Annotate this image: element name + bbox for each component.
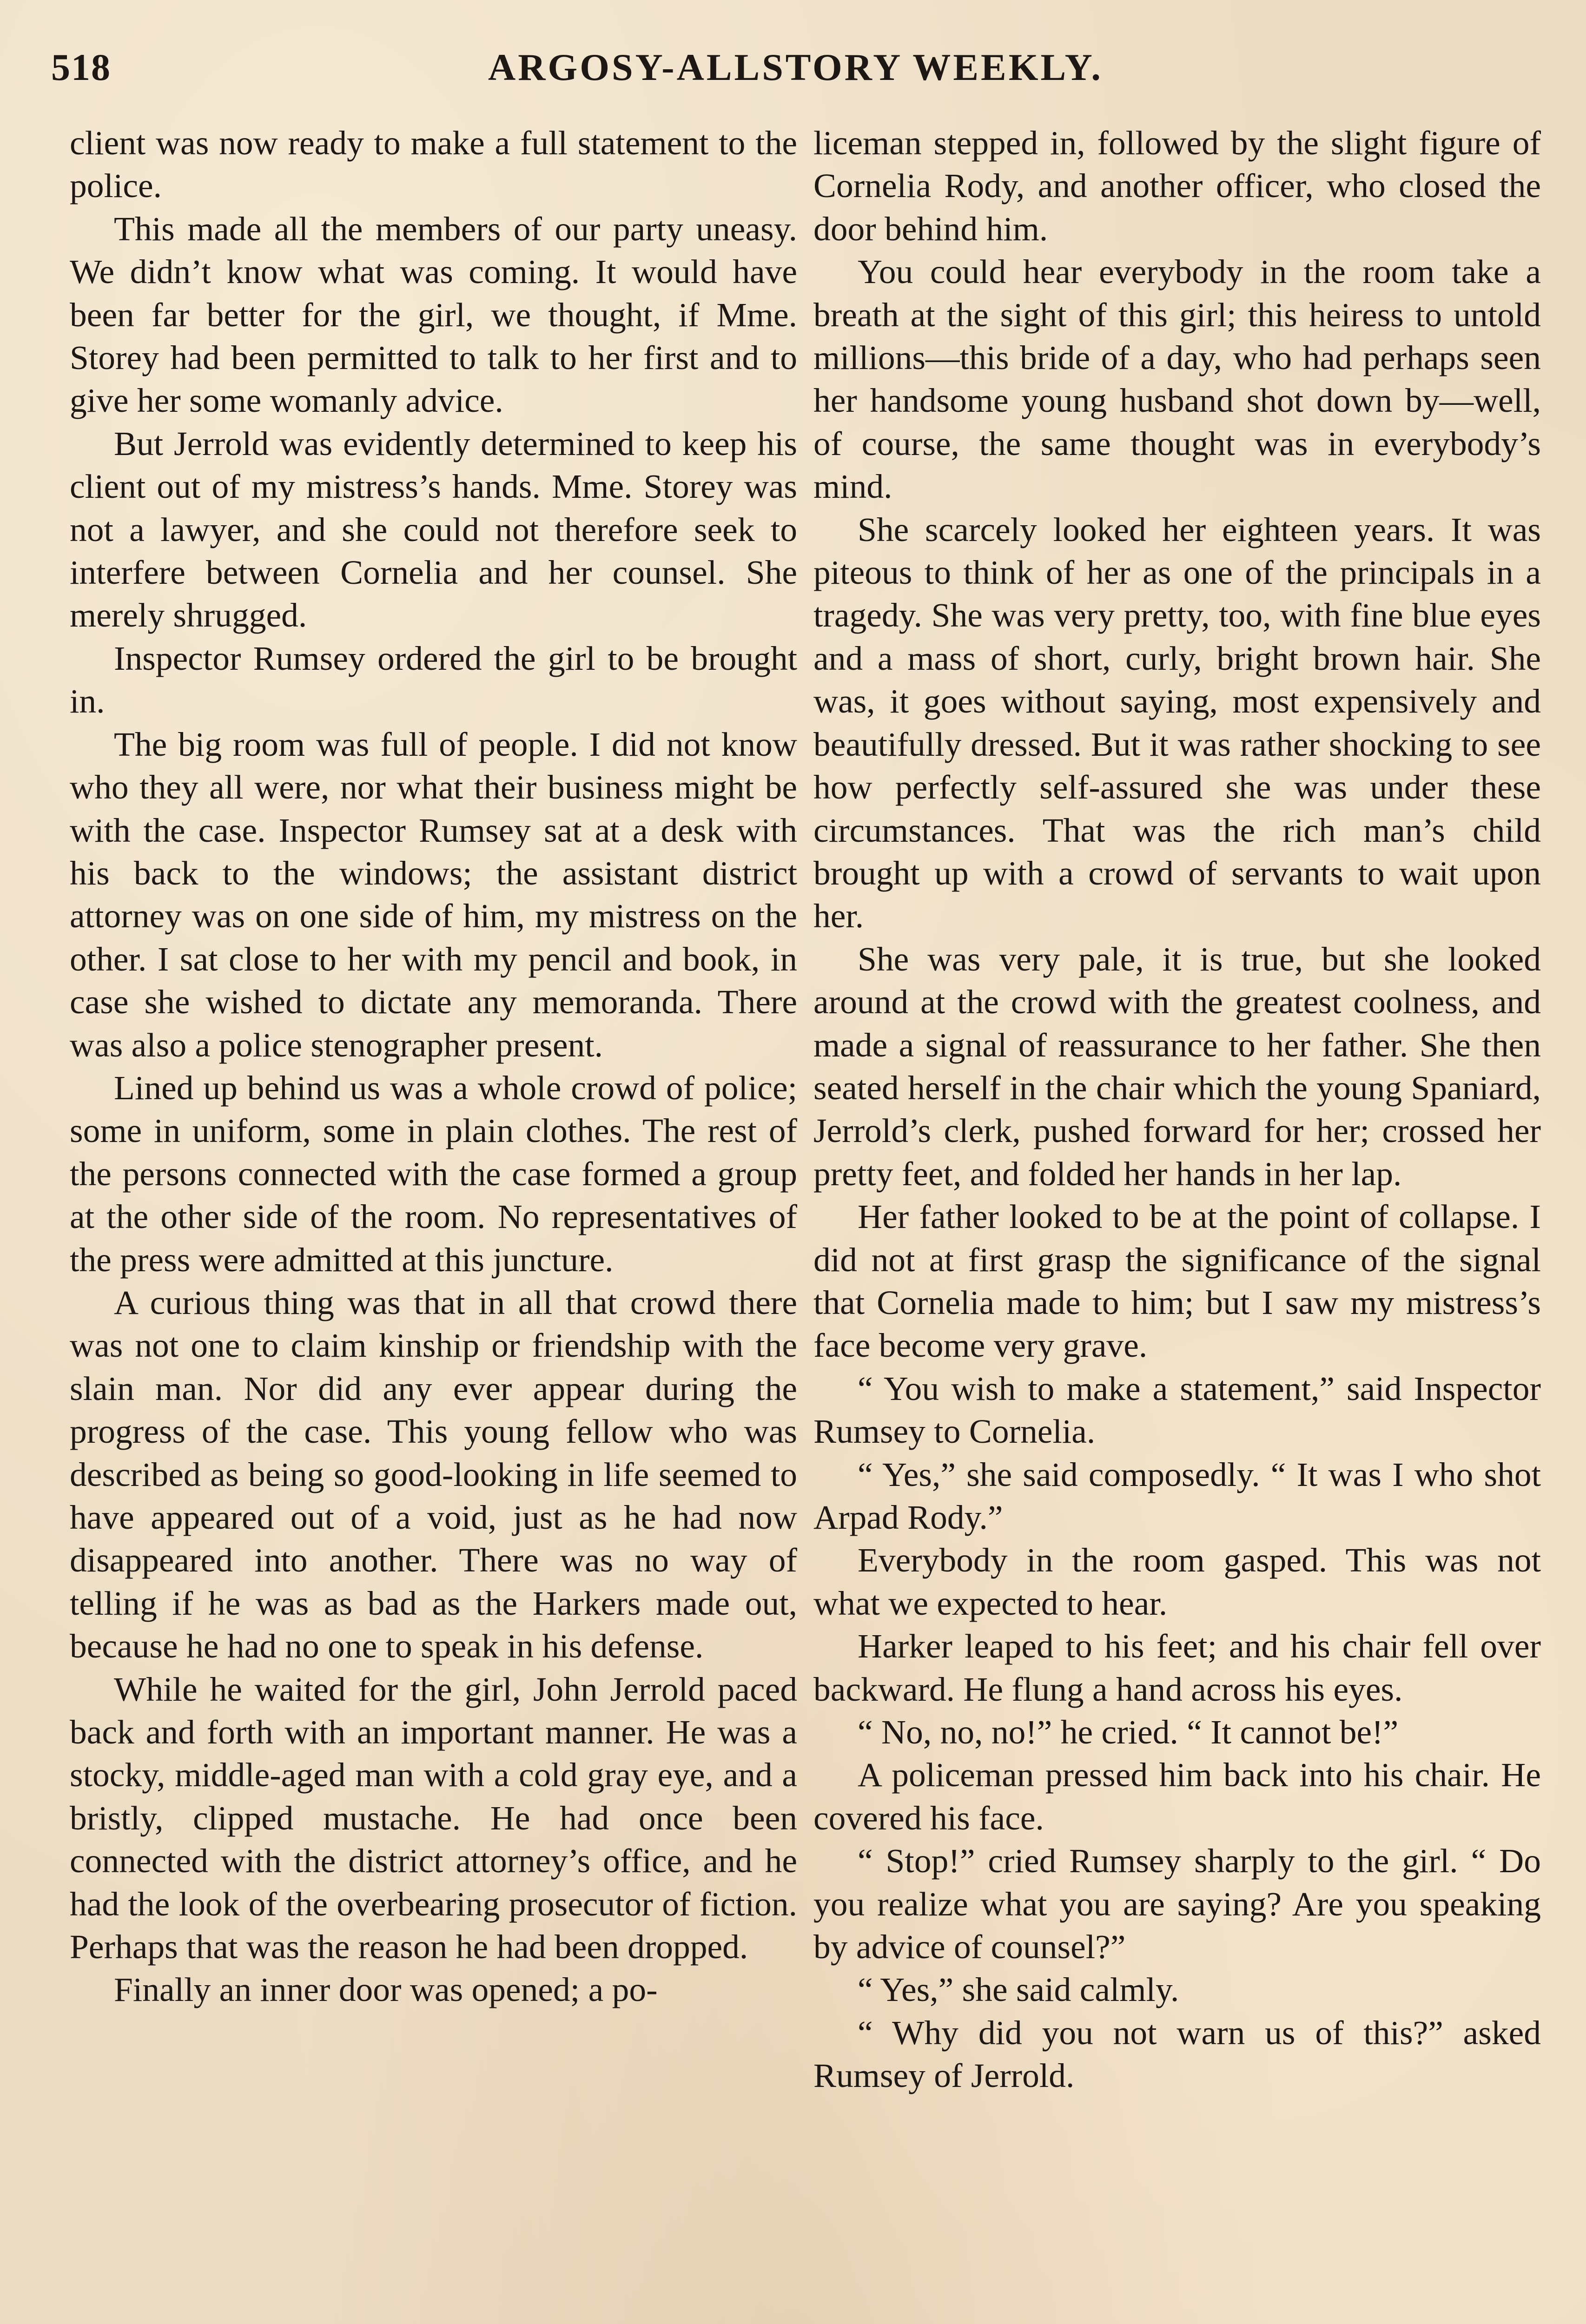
running-title: ARGOSY-ALLSTORY WEEKLY. (488, 46, 1103, 88)
paragraph: Finally an inner door was opened; a po- (114, 1971, 658, 2009)
paragraph: The big room was full of people. I did not know who they all were, nor what their business might be with the case. Inspector Rumsey sat at a desk with his back to the windows; the assistant district attorney was on one side of him, my mistress on the other. I sat close to her with my pencil and book, in case she wished to dictate any memoranda. There was also a police stenographer present. (70, 725, 797, 1064)
paragraph: While he waited for the girl, John Jerrold paced back and forth with an important manner. He was a stocky, middle-aged man with a cold gray eye, and a bristly, clipped mustache. He had once been connected with the district attorney’s office, and he had the look of the overbearing prosecutor of fiction. Perhaps that was the reason he had been dropped. (70, 1670, 797, 1966)
paragraph: “ No, no, no!” he cried. “ It cannot be!” (858, 1713, 1399, 1751)
paragraph: But Jerrold was evidently determined to keep his client out of my mistress’s hands. Mme. Storey was not a lawyer, and she could not therefore seek to interfere between Cornelia and her counsel. She merely shrugged. (70, 424, 797, 634)
paragraph: Her father looked to be at the point of collapse. I did not at first grasp the significance of the signal that Cornelia made to him; but I saw my mistress’s face become very grave. (813, 1198, 1541, 1365)
paragraph: “ Yes,” she said calmly. (858, 1971, 1179, 2009)
paragraph: client was now ready to make a full statement to the police. (70, 124, 797, 205)
page-number: 518 (51, 46, 111, 88)
left-text-column (70, 122, 797, 2012)
paragraph: She was very pale, it is true, but she looked around at the crowd with the greatest coolness, and made a signal of reassurance to her father. She then seated herself in the chair which the young Spaniard, Jerrold’s clerk, pushed forward for her; crossed her pretty feet, and folded her hands in her lap. (813, 940, 1541, 1193)
paragraph: You could hear everybody in the room take a breath at the sight of this girl; this heiress to untold millions—this bride of a day, who had perhaps seen her handsome young husband shot down by—well, of course, the same thought was in everybody’s mind. (813, 253, 1541, 506)
paragraph: “ You wish to make a statement,” said Inspector Rumsey to Cornelia. (813, 1369, 1541, 1451)
paragraph: “ Stop!” cried Rumsey sharply to the girl. “ Do you realize what you are saying? Are you speaking by advice of counsel?” (813, 1842, 1541, 1966)
paragraph: Lined up behind us was a whole crowd of police; some in uniform, some in plain clothes. The rest of the persons connected with the case formed a group at the other side of the room. No representatives of the press were admitted at this juncture. (70, 1069, 797, 1279)
paragraph: A policeman pressed him back into his chair. He covered his face. (813, 1756, 1541, 1837)
paragraph: “ Yes,” she said composedly. “ It was I who shot Arpad Rody.” (813, 1455, 1541, 1536)
paragraph: Harker leaped to his feet; and his chair fell over backward. He flung a hand across his eyes. (813, 1627, 1541, 1708)
paragraph: Inspector Rumsey ordered the girl to be brought in. (70, 639, 797, 720)
paragraph: liceman stepped in, followed by the slight figure of Cornelia Rody, and another officer, who closed the door behind him. (813, 124, 1541, 248)
right-text-column (813, 122, 1541, 2098)
paragraph: This made all the members of our party uneasy. We didn’t know what was coming. It would have been far better for the girl, we thought, if Mme. Storey had been permitted to talk to her first and to give her some womanly advice. (70, 210, 797, 420)
page-header (51, 42, 1529, 102)
paragraph: She scarcely looked her eighteen years. It was piteous to think of her as one of the principals in a tragedy. She was very pretty, too, with fine blue eyes and a mass of short, curly, bright brown hair. She was, it goes without saying, most expensively and beautifully dressed. But it was rather shocking to see how perfectly self-assured she was under these circumstances. That was the rich man’s child brought up with a crowd of servants to wait upon her. (813, 510, 1541, 935)
paragraph: A curious thing was that in all that crowd there was not one to claim kinship or friendship with the slain man. Nor did any ever appear during the progress of the case. This young fellow who was described as being so good-looking in life seemed to have appeared out of a void, just as he had now disappeared into another. There was no way of telling if he was as bad as the Harkers made out, because he had no one to speak in his defense. (70, 1283, 797, 1665)
paragraph: Everybody in the room gasped. This was not what we expected to hear. (813, 1541, 1541, 1622)
paragraph: “ Why did you not warn us of this?” asked Rumsey of Jerrold. (813, 2014, 1541, 2095)
